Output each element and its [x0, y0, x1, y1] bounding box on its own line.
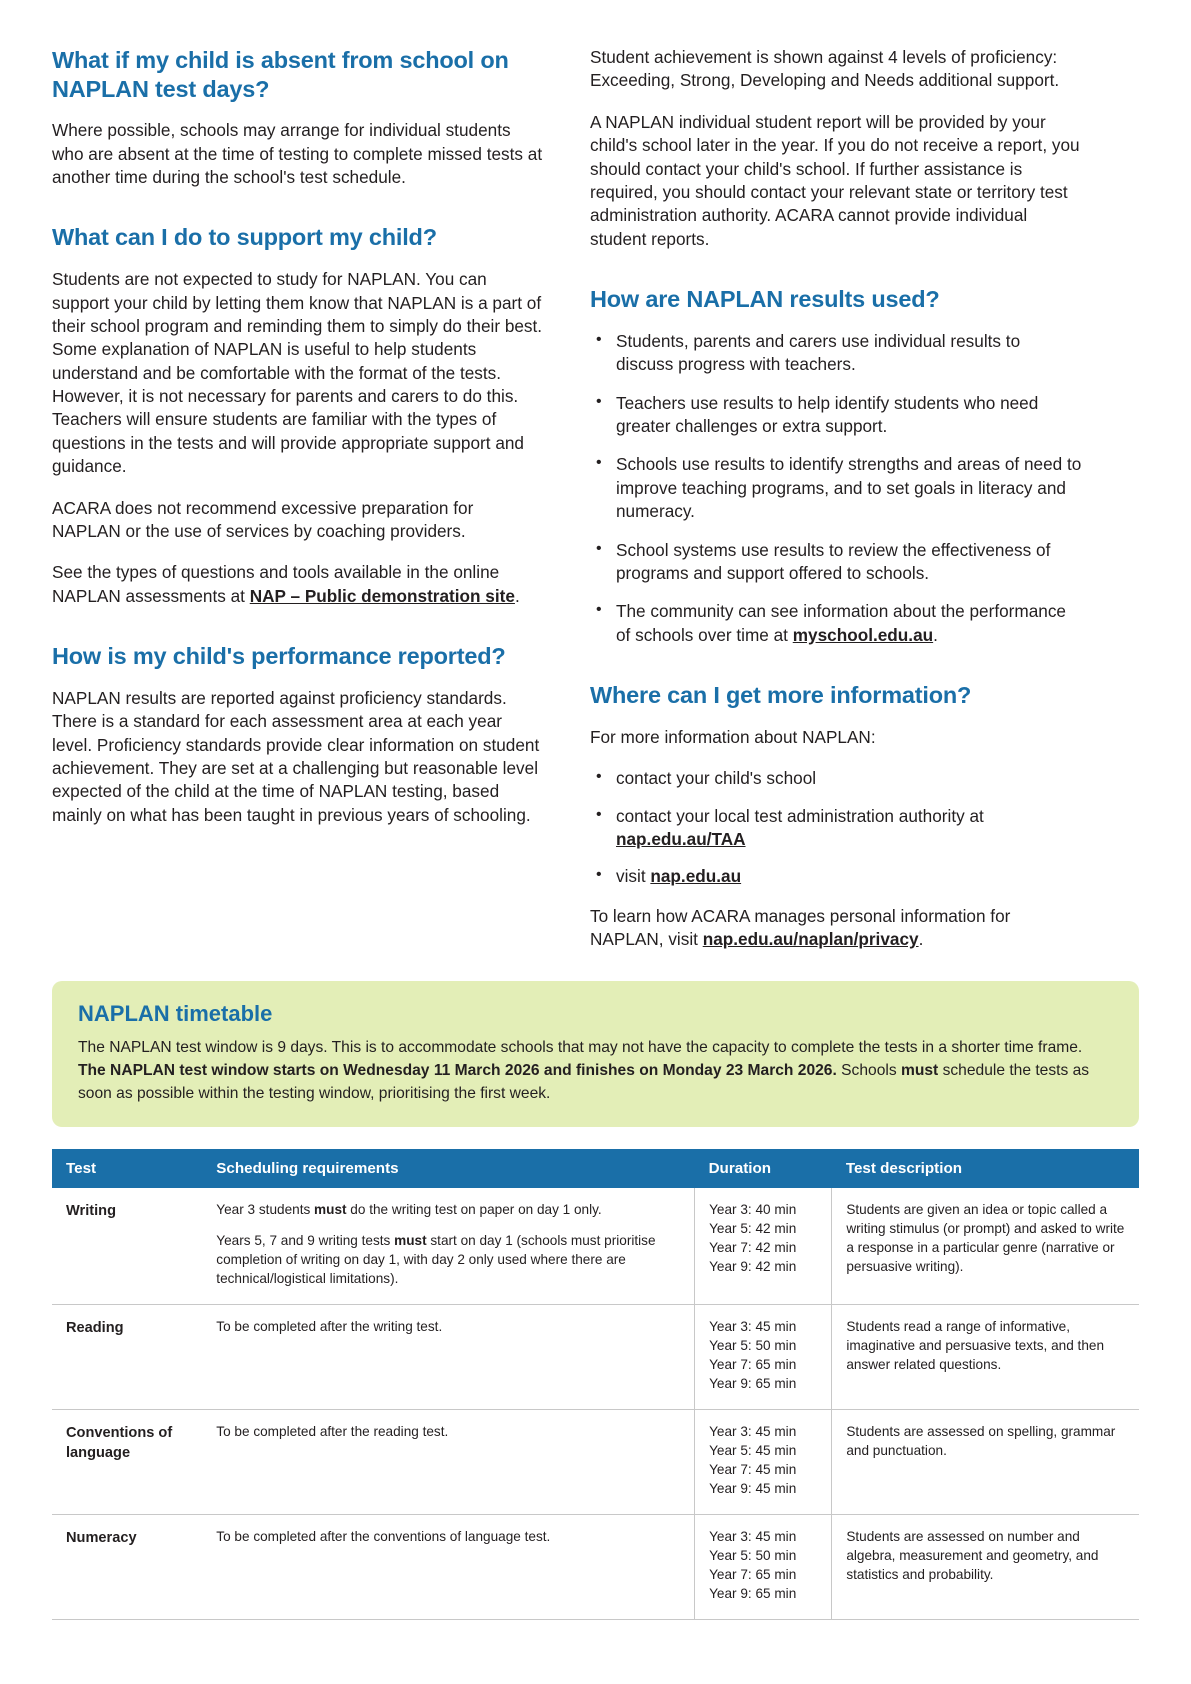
list-item [590, 805, 1082, 852]
demo-site-text-before: See the types of questions and tools available in the online NAPLAN assessments at [52, 562, 500, 606]
paragraph-proficiency-levels: Student achievement is shown against 4 levels of proficiency: Exceeding, Strong, Developing and Needs additional support. [590, 47, 1060, 91]
table-row [52, 1515, 1139, 1620]
paragraph-more-info-intro: For more information about NAPLAN: [590, 726, 876, 747]
paragraph-individual-student-report: A NAPLAN individual student report will be provided by your child's school later in the year. If you do not receive a report, you should contact your child's school. If further assistance is required, you should contact your relevant state or territory test administration authority. ACARA cannot provide individual student reports. [590, 111, 1080, 249]
callout-title: NAPLAN timetable [78, 1001, 273, 1027]
table-header-row [52, 1149, 1139, 1188]
duration-line: Year 3: 40 min [709, 1202, 797, 1218]
column-header-scheduling: Scheduling requirements [202, 1149, 694, 1188]
heading-performance-reported: How is my child's performance reported? [52, 643, 506, 670]
sched-text: start on day 1 (schools must prioritise completion of writing on day 1, with day 2 only used where there are technical/logistical limitations). [216, 1233, 656, 1286]
scheduling-para-1: To be completed after the conventions of language test. [216, 1529, 551, 1545]
duration-line: Year 7: 65 min [709, 1356, 797, 1372]
naplan-timetable-callout [52, 981, 1139, 1127]
community-text-after: . [933, 624, 938, 645]
cell-scheduling [202, 1515, 694, 1620]
duration-line: Year 5: 50 min [709, 1338, 797, 1354]
callout-text [78, 1037, 1113, 1105]
table-body [52, 1188, 1139, 1620]
paragraph-support-2: ACARA does not recommend excessive preparation for NAPLAN or the use of services by coaching providers. [52, 497, 474, 542]
list-results-used [590, 330, 1082, 647]
duration-line: Year 3: 45 min [709, 1424, 797, 1440]
list-item: • School systems use results to review the effectiveness of programs and support offered to schools. [590, 539, 1082, 586]
duration-line: Year 7: 65 min [709, 1566, 797, 1582]
link-nap-edu-au-naplan-privacy[interactable]: nap.edu.au/naplan/privacy [702, 929, 919, 950]
callout-text-bold-1: The NAPLAN test window starts on Wednesday 11 March 2026 and finishes on Monday 23 March 2026. [78, 1062, 837, 1080]
scheduling-para-1 [216, 1201, 680, 1220]
cell-scheduling [202, 1188, 694, 1305]
list-item: • Schools use results to identify strengths and areas of need to improve teaching programs, and to set goals in literacy and numeracy. [590, 453, 1082, 523]
heading-results-used: How are NAPLAN results used? [590, 286, 940, 313]
sched-bold: must [394, 1233, 427, 1249]
callout-text-1: The NAPLAN test window is 9 days. This is to accommodate schools that may not have the capacity to complete the tests in a shorter time frame. [78, 1039, 1083, 1057]
table-header [52, 1149, 1139, 1188]
sched-text: Year 3 students [216, 1202, 315, 1218]
list-more-information [590, 767, 1082, 889]
privacy-text-after: . [918, 929, 924, 950]
paragraph-privacy [590, 905, 1082, 952]
duration-line: Year 9: 42 min [709, 1258, 797, 1274]
heading-more-information: Where can I get more information? [590, 682, 972, 709]
cell-scheduling [202, 1305, 694, 1410]
duration-line: Year 9: 65 min [709, 1375, 797, 1391]
list-item [590, 865, 1082, 888]
right-column [590, 46, 1082, 951]
link-nap-public-demonstration-site[interactable]: NAP – Public demonstration site [249, 585, 515, 606]
duration-line: Year 3: 45 min [709, 1529, 797, 1545]
table-row [52, 1410, 1139, 1515]
left-column [52, 46, 544, 827]
duration-line: Year 3: 45 min [709, 1319, 797, 1335]
duration-line: Year 7: 42 min [709, 1239, 797, 1255]
sched-text: do the writing test on paper on day 1 only. [346, 1202, 602, 1218]
scheduling-para-2 [216, 1232, 680, 1288]
table-row [52, 1305, 1139, 1410]
privacy-text-before: To learn how ACARA manages personal information for NAPLAN, visit [590, 905, 1011, 950]
scheduling-para-1: To be completed after the reading test. [216, 1424, 449, 1440]
visit-text-before: visit [616, 866, 651, 887]
cell-test-name: Reading [52, 1305, 202, 1410]
cell-duration [695, 1305, 832, 1410]
list-item [590, 600, 1082, 647]
cell-test-name: Writing [52, 1188, 202, 1305]
heading-absent-from-school: What if my child is absent from school on NAPLAN test days? [52, 47, 509, 102]
link-nap-edu-au-taa[interactable]: nap.edu.au/TAA [616, 828, 746, 849]
sched-bold: must [314, 1202, 347, 1218]
duration-line: Year 9: 45 min [709, 1480, 797, 1496]
community-text-before: The community can see information about the performance of schools over time at [616, 601, 1066, 645]
two-column-body [52, 46, 1139, 951]
sched-text: Years 5, 7 and 9 writing tests [216, 1233, 395, 1249]
cell-description: Students are assessed on spelling, grammar and punctuation. [832, 1410, 1139, 1515]
duration-line: Year 5: 42 min [709, 1221, 797, 1237]
duration-line: Year 5: 45 min [709, 1443, 797, 1459]
column-header-duration: Duration [695, 1149, 832, 1188]
cell-duration [695, 1188, 832, 1305]
heading-support-my-child: What can I do to support my child? [52, 224, 437, 251]
naplan-timetable-table [52, 1149, 1139, 1620]
column-header-description: Test description [832, 1149, 1139, 1188]
column-header-test: Test [52, 1149, 202, 1188]
duration-line: Year 5: 50 min [709, 1548, 797, 1564]
list-item: • Students, parents and carers use individual results to discuss progress with teachers. [590, 330, 1082, 377]
list-item: • contact your child's school [590, 767, 1082, 790]
list-item: • Teachers use results to help identify students who need greater challenges or extra support. [590, 392, 1082, 439]
duration-line: Year 7: 45 min [709, 1461, 797, 1477]
cell-duration [695, 1515, 832, 1620]
cell-test-name: Conventions of language [52, 1410, 202, 1515]
link-nap-edu-au[interactable]: nap.edu.au [650, 866, 742, 887]
paragraph-absent-policy: Where possible, schools may arrange for individual students who are absent at the time of testing to complete missed tests at another time during the school's test schedule. [52, 120, 543, 188]
paragraph-support-1: Students are not expected to study for NAPLAN. You can support your child by letting them know that NAPLAN is a part of their school program and reminding them to simply do their best. Some explanation of NAPLAN is useful to help students understand and be comfortable with the format of the tests. However, it is not necessary for parents and carers to do this. Teachers will ensure students are familiar with the types of questions in the tests and will provide appropriate support and guidance. [52, 269, 543, 477]
cell-description: Students read a range of informative, imaginative and persuasive texts, and then answer related questions. [832, 1305, 1139, 1410]
table-row [52, 1188, 1139, 1305]
link-myschool-edu-au[interactable]: myschool.edu.au [792, 624, 934, 645]
paragraph-demonstration-site [52, 561, 544, 608]
cell-description: Students are given an idea or topic called a writing stimulus (or prompt) and asked to write a response in a particular genre (narrative or persuasive writing). [832, 1188, 1139, 1305]
callout-text-bold-2: must [900, 1062, 939, 1080]
cell-scheduling [202, 1410, 694, 1515]
duration-line: Year 9: 65 min [709, 1585, 797, 1601]
scheduling-para-1: To be completed after the writing test. [216, 1319, 443, 1335]
taa-text-before: contact your local test administration authority at [616, 805, 984, 826]
callout-text-2: Schools [836, 1062, 901, 1080]
demo-site-text-after: . [514, 585, 520, 606]
cell-description: Students are assessed on number and algebra, measurement and geometry, and statistics and probability. [832, 1515, 1139, 1620]
paragraph-proficiency-standards: NAPLAN results are reported against proficiency standards. There is a standard for each assessment area at each year level. Proficiency standards provide clear information on student achievement. They are set at a challenging but reasonable level expected of the child at the time of NAPLAN testing, based mainly on what has been taught in previous years of schooling. [52, 687, 540, 825]
callout-text-3: schedule the tests as soon as possible within the testing window, prioritising the first week. [78, 1062, 1090, 1102]
cell-duration [695, 1410, 832, 1515]
cell-test-name: Numeracy [52, 1515, 202, 1620]
